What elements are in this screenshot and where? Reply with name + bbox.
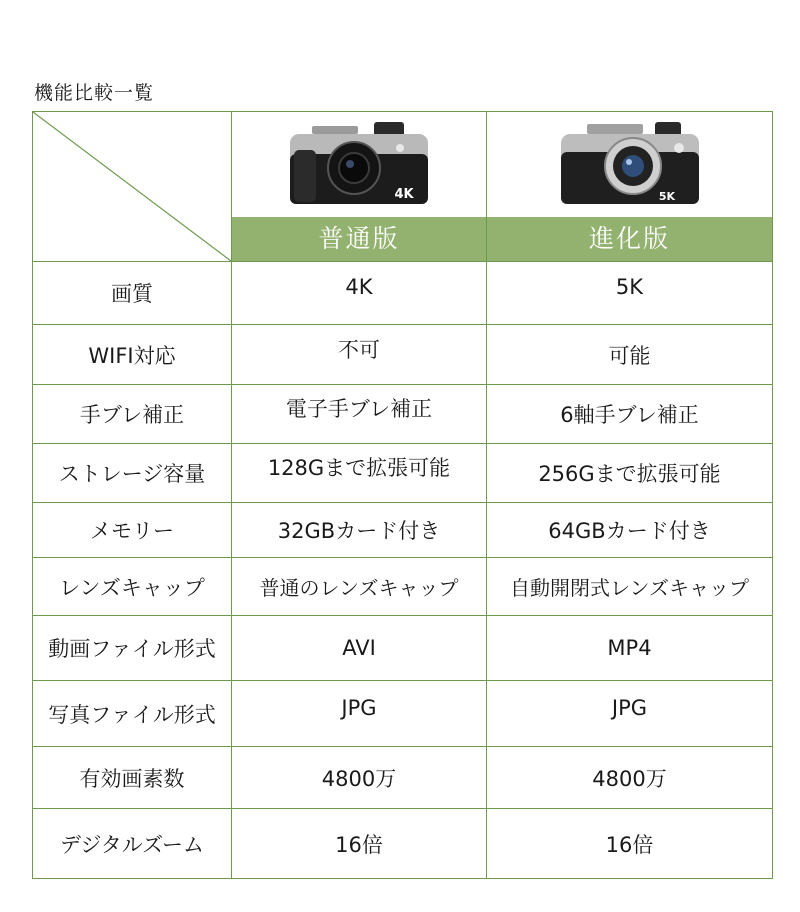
table-row: [33, 262, 773, 325]
standard-value: 4800万: [232, 747, 487, 809]
table-row: [33, 385, 773, 444]
advanced-value: 自動開閉式レンズキャップ: [487, 558, 773, 616]
standard-value: 普通のレンズキャップ: [232, 558, 487, 616]
table-row: [33, 747, 773, 809]
advanced-value: 5K: [487, 262, 773, 325]
standard-value: 16倍: [232, 809, 487, 879]
camera-icon: [284, 120, 434, 210]
row-label: デジタルズーム: [33, 809, 232, 879]
table-row: [33, 809, 773, 879]
advanced-value: 4800万: [487, 747, 773, 809]
advanced-value: JPG: [487, 681, 773, 747]
row-label: 画質: [33, 262, 232, 325]
advanced-value: MP4: [487, 616, 773, 681]
row-label: ストレージ容量: [33, 444, 232, 503]
page-title: 機能比較一覧: [34, 82, 155, 104]
standard-value: 128Gまで拡張可能: [232, 444, 487, 503]
table-row: [33, 681, 773, 747]
camera-standard-image: [232, 112, 486, 217]
product-advanced: [487, 112, 773, 262]
comparison-table: [32, 111, 773, 879]
standard-value: 電子手ブレ補正: [232, 385, 487, 444]
row-label: メモリー: [33, 503, 232, 558]
standard-value: 4K: [232, 262, 487, 325]
svg-text:5K: 5K: [658, 189, 675, 203]
table-row: [33, 616, 773, 681]
table-row: [33, 503, 773, 558]
advanced-value: 64GBカード付き: [487, 503, 773, 558]
product-name-standard: 普通版: [232, 217, 486, 261]
standard-value: 不可: [232, 325, 487, 385]
standard-value: 32GBカード付き: [232, 503, 487, 558]
diagonal-line: [33, 112, 231, 261]
header-row: [33, 112, 773, 262]
standard-value: AVI: [232, 616, 487, 681]
product-standard: [232, 112, 487, 262]
table-row: [33, 444, 773, 503]
svg-text:4K: 4K: [394, 186, 414, 202]
row-label: 有効画素数: [33, 747, 232, 809]
table-row: [33, 558, 773, 616]
row-label: 手ブレ補正: [33, 385, 232, 444]
product-name-advanced: 進化版: [487, 217, 772, 261]
advanced-value: 可能: [487, 325, 773, 385]
row-label: 動画ファイル形式: [33, 616, 232, 681]
advanced-value: 256Gまで拡張可能: [487, 444, 773, 503]
corner-cell: [33, 112, 232, 262]
table-row: [33, 325, 773, 385]
standard-value: JPG: [232, 681, 487, 747]
advanced-value: 6軸手ブレ補正: [487, 385, 773, 444]
advanced-value: 16倍: [487, 809, 773, 879]
camera-advanced-image: [487, 112, 772, 217]
row-label: 写真ファイル形式: [33, 681, 232, 747]
camera-icon: [555, 120, 705, 210]
row-label: WIFI対応: [33, 325, 232, 385]
row-label: レンズキャップ: [33, 558, 232, 616]
